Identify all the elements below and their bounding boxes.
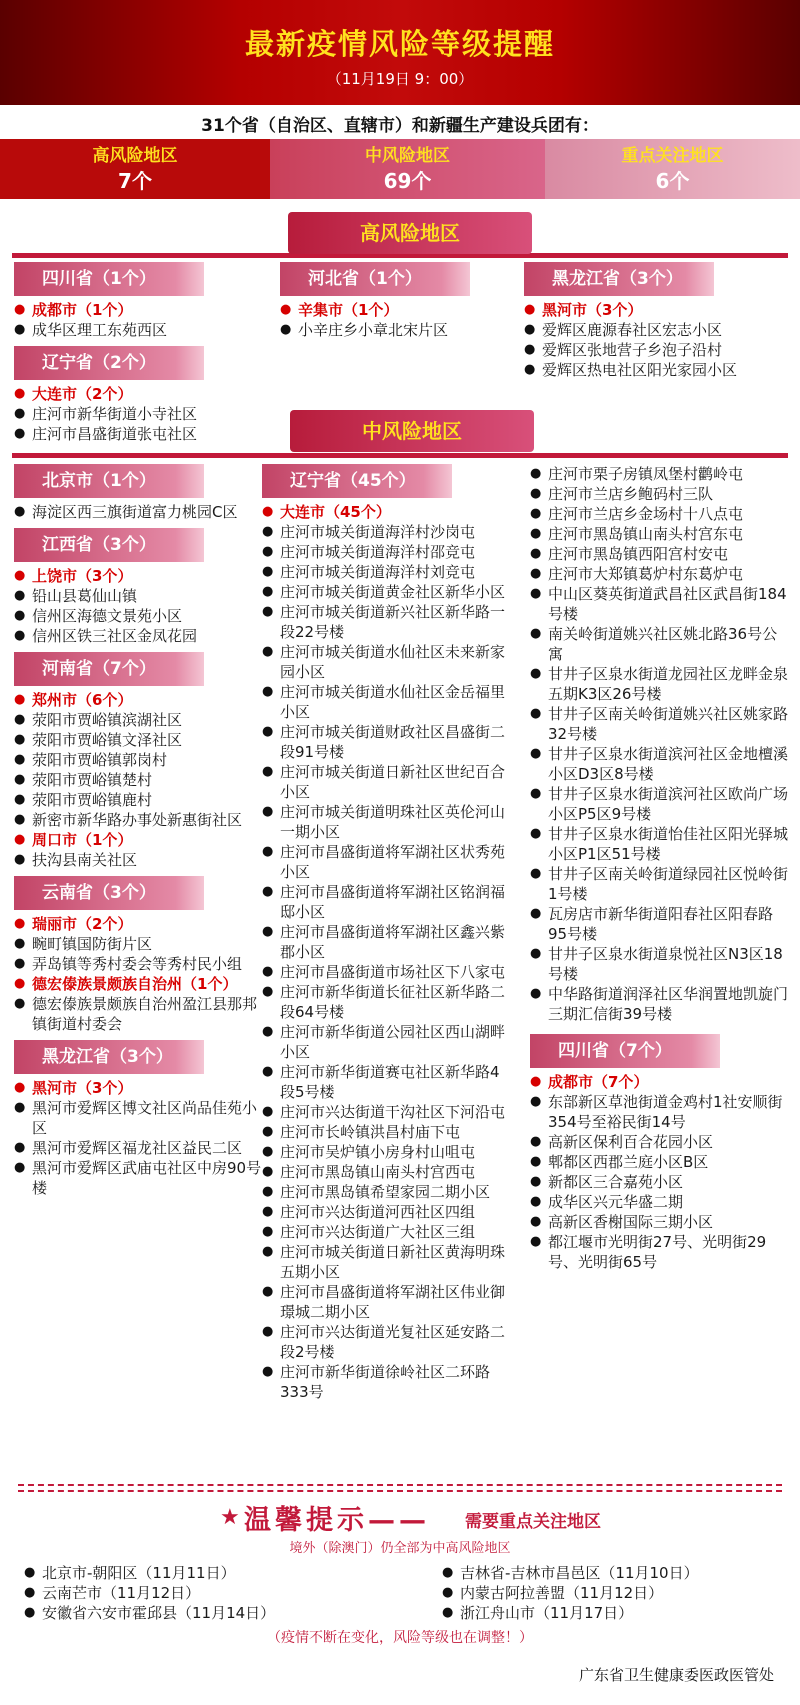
area-item: ● 庄河市城关街道新兴社区新华路一段22号楼 [262,602,514,642]
summary-focus [545,139,800,199]
tips-item: ● 吉林省-吉林市昌邑区（11月10日） [442,1563,782,1583]
title-banner [0,0,800,105]
area-item: ● 南关岭街道姚兴社区姚北路36号公寓 [530,624,792,664]
province-header: 黑龙江省（3个） [14,1040,204,1074]
area-item: ● 甘井子区泉水街道怡佳社区阳光驿城小区P1区51号楼 [530,824,792,864]
area-item: ● 庄河市新华街道小寺社区 [14,404,264,424]
city-heading: ● 瑞丽市（2个） [14,914,264,934]
summary-focus-count: 6个 [655,169,690,193]
province-header: 北京市（1个） [14,464,204,498]
province-header: 黑龙江省（3个） [524,262,714,296]
area-item: ● 爱辉区热电社区阳光家园小区 [524,360,790,380]
area-item: ● 甘井子区南关岭街道绿园社区悦岭街1号楼 [530,864,792,904]
area-item: ● 高新区香榭国际三期小区 [530,1212,792,1232]
area-item: ● 爱辉区张地营子乡泡子沿村 [524,340,790,360]
area-item: ● 庄河市兰店乡金场村十八点屯 [530,504,792,524]
area-item: ● 中山区葵英街道武昌社区武昌街184号楼 [530,584,792,624]
area-item: ● 庄河市昌盛街道张屯社区 [14,424,264,444]
area-item: ● 荥阳市贾峪镇文泽社区 [14,730,264,750]
area-item: ● 庄河市新华街道赛屯社区新华路4段5号楼 [262,1062,514,1102]
area-item: ● 甘井子区泉水街道滨河社区欧尚广场小区P5区9号楼 [530,784,792,824]
area-item: ● 庄河市黑岛镇山南头村宫东屯 [530,524,792,544]
province-header: 河南省（7个） [14,652,204,686]
tips-item: ● 安徽省六安市霍邱县（11月14日） [24,1603,424,1623]
area-item: ● 信州区铁三社区金凤花园 [14,626,264,646]
city-heading: ● 辛集市（1个） [280,300,520,320]
area-item: ● 海淀区西三旗街道富力桃园C区 [14,502,264,522]
tips-divider-2 [18,1490,782,1492]
city-heading: ● 郑州市（6个） [14,690,264,710]
province-header: 云南省（3个） [14,876,204,910]
province-header: 辽宁省（2个） [14,346,204,380]
area-item: ● 甘井子区泉水街道滨河社区金地檀溪小区D3区8号楼 [530,744,792,784]
area-item: ● 都江堰市光明街27号、光明街29号、光明街65号 [530,1232,792,1272]
city-heading: ● 周口市（1个） [14,830,264,850]
area-item: ● 黑河市爱辉区福龙社区益民二区 [14,1138,264,1158]
area-item: ● 荥阳市贾峪镇楚村 [14,770,264,790]
area-item: ● 庄河市兴达街道光复社区延安路二段2号楼 [262,1322,514,1362]
mid-col-1 [14,464,264,1204]
area-item: ● 庄河市城关街道日新社区黄海明珠五期小区 [262,1242,514,1282]
area-item: ● 甘井子区南关岭街道姚兴社区姚家路32号楼 [530,704,792,744]
area-item: ● 新密市新华路办事处新惠街社区 [14,810,264,830]
area-item: ● 庄河市城关街道明珠社区英伦河山一期小区 [262,802,514,842]
area-item: ● 成华区兴元华盛二期 [530,1192,792,1212]
star-icon: ★ [220,1505,240,1530]
area-item: ● 庄河市兰店乡鲍码村三队 [530,484,792,504]
area-item: ● 庄河市昌盛街道将军湖社区状秀苑小区 [262,842,514,882]
summary-high-risk [0,139,270,199]
area-item: ● 庄河市城关街道海洋村邵竞屯 [262,542,514,562]
area-item: ● 小辛庄乡小章北宋片区 [280,320,520,340]
tips-title: 温馨提示—— [244,1505,430,1536]
mid-section-title: 中风险地区 [290,410,534,452]
summary-mid-count: 69个 [383,169,432,193]
area-item: ● 庄河市城关街道水仙社区金岳福里小区 [262,682,514,722]
area-item: ● 庄河市黑岛镇西阳宫村安屯 [530,544,792,564]
area-item: ● 德宏傣族景颇族自治州盈江县那邦镇街道村委会 [14,994,264,1034]
area-item: ● 黑河市爱辉区武庙屯社区中房90号楼 [14,1158,264,1198]
area-item: ● 庄河市城关街道海洋村刘竞屯 [262,562,514,582]
area-item: ● 庄河市长岭镇洪昌村庙下屯 [262,1122,514,1142]
high-col-3 [524,262,790,386]
area-item: ● 中华路街道润泽社区华润置地凯旋门三期汇信街39号楼 [530,984,792,1024]
area-item: ● 荥阳市贾峪镇鹿村 [14,790,264,810]
province-header: 辽宁省（45个） [262,464,452,498]
mid-col-3 [530,464,792,1278]
high-col-1 [14,262,264,450]
city-heading: ● 成都市（7个） [530,1072,792,1092]
province-header: 四川省（1个） [14,262,204,296]
area-item: ● 信州区海德文景苑小区 [14,606,264,626]
city-heading: ● 黑河市（3个） [524,300,790,320]
area-item: ● 庄河市城关街道黄金社区新华小区 [262,582,514,602]
area-item: ● 铅山县葛仙山镇 [14,586,264,606]
tips-right-list [442,1563,782,1623]
area-item: ● 东部新区草池街道金鸡村1社安顺街354号至裕民街14号 [530,1092,792,1132]
area-item: ● 甘井子区泉水街道龙园社区龙畔金泉五期K3区26号楼 [530,664,792,704]
area-item: ● 庄河市城关街道财政社区昌盛街二段91号楼 [262,722,514,762]
tips-item: ● 北京市-朝阳区（11月11日） [24,1563,424,1583]
area-item: ● 庄河市新华街道长征社区新华路二段64号楼 [262,982,514,1022]
area-item: ● 庄河市兴达街道干沟社区下河沿屯 [262,1102,514,1122]
province-header: 四川省（7个） [530,1034,720,1068]
area-item: ● 新都区三合嘉苑小区 [530,1172,792,1192]
tips-subtitle: 需要重点关注地区 [465,1512,601,1532]
city-heading: ● 德宏傣族景颇族自治州（1个） [14,974,264,994]
area-item: ● 甘井子区泉水街道泉悦社区N3区18号楼 [530,944,792,984]
area-item: ● 庄河市城关街道水仙社区未来新家园小区 [262,642,514,682]
area-item: ● 庄河市昌盛街道将军湖社区铭润福邸小区 [262,882,514,922]
area-item: ● 庄河市大郑镇葛炉村东葛炉屯 [530,564,792,584]
tips-item: ● 浙江舟山市（11月17日） [442,1603,782,1623]
city-heading: ● 黑河市（3个） [14,1078,264,1098]
city-heading: ● 大连市（2个） [14,384,264,404]
page-title: 最新疫情风险等级提醒 [244,27,555,61]
stats-intro: 31个省（自治区、直辖市）和新疆生产建设兵团有： [201,116,599,136]
area-item: ● 爱辉区鹿源春社区宏志小区 [524,320,790,340]
area-item: ● 荥阳市贾峪镇滨湖社区 [14,710,264,730]
tips-item: ● 内蒙古阿拉善盟（11月12日） [442,1583,782,1603]
area-item: ● 庄河市城关街道日新社区世纪百合小区 [262,762,514,802]
area-item: ● 瓦房店市新华街道阳春社区阳春路95号楼 [530,904,792,944]
city-heading: ● 成都市（1个） [14,300,264,320]
city-heading: ● 上饶市（3个） [14,566,264,586]
summary-mid-risk [270,139,545,199]
high-col-2 [280,262,520,346]
issuing-organization: 广东省卫生健康委医政医管处 [578,1666,774,1684]
area-item: ● 高新区保利百合花园小区 [530,1132,792,1152]
area-item: ● 庄河市昌盛街道将军湖社区鑫兴紫郡小区 [262,922,514,962]
summary-high-label: 高风险地区 [92,146,178,166]
area-item: ● 庄河市昌盛街道市场社区下八家屯 [262,962,514,982]
tips-footer-note: （疫情不断在变化，风险等级也在调整！） [267,1630,533,1646]
summary-focus-label: 重点关注地区 [621,146,724,166]
tips-divider-1 [18,1484,782,1486]
city-heading: ● 大连市（45个） [262,502,514,522]
area-item: ● 庄河市吴炉镇小房身村山咀屯 [262,1142,514,1162]
province-header: 江西省（3个） [14,528,204,562]
high-section-title: 高风险地区 [288,212,532,254]
mid-section-divider [12,453,788,458]
summary-high-count: 7个 [118,169,152,193]
area-item: ● 弄岛镇等秀村委会等秀村民小组 [14,954,264,974]
tips-note: 境外（除澳门）仍全部为中高风险地区 [289,1541,511,1556]
area-item: ● 庄河市新华街道徐岭社区二环路333号 [262,1362,514,1402]
area-item: ● 庄河市黑岛镇希望家园二期小区 [262,1182,514,1202]
area-item: ● 黑河市爱辉区博文社区尚品佳苑小区 [14,1098,264,1138]
area-item: ● 成华区理工东苑西区 [14,320,264,340]
tips-item: ● 云南芒市（11月12日） [24,1583,424,1603]
area-item: ● 畹町镇国防街片区 [14,934,264,954]
area-item: ● 庄河市兴达街道河西社区四组 [262,1202,514,1222]
area-item: ● 庄河市城关街道海洋村沙岗屯 [262,522,514,542]
area-item: ● 庄河市昌盛街道将军湖社区伟业御璟城二期小区 [262,1282,514,1322]
mid-col-2 [262,464,514,1408]
province-header: 河北省（1个） [280,262,470,296]
area-item: ● 扶沟县南关社区 [14,850,264,870]
area-item: ● 庄河市新华街道公园社区西山湖畔小区 [262,1022,514,1062]
update-time: （11月19日 9：00） [326,70,474,88]
area-item: ● 郫都区西郡兰庭小区B区 [530,1152,792,1172]
summary-mid-label: 中风险地区 [365,146,450,166]
area-item: ● 庄河市栗子房镇凤堡村鹳岭屯 [530,464,792,484]
area-item: ● 荥阳市贾峪镇郭岗村 [14,750,264,770]
area-item: ● 庄河市兴达街道广大社区三组 [262,1222,514,1242]
tips-left-list [24,1563,424,1623]
area-item: ● 庄河市黑岛镇山南头村宫西屯 [262,1162,514,1182]
